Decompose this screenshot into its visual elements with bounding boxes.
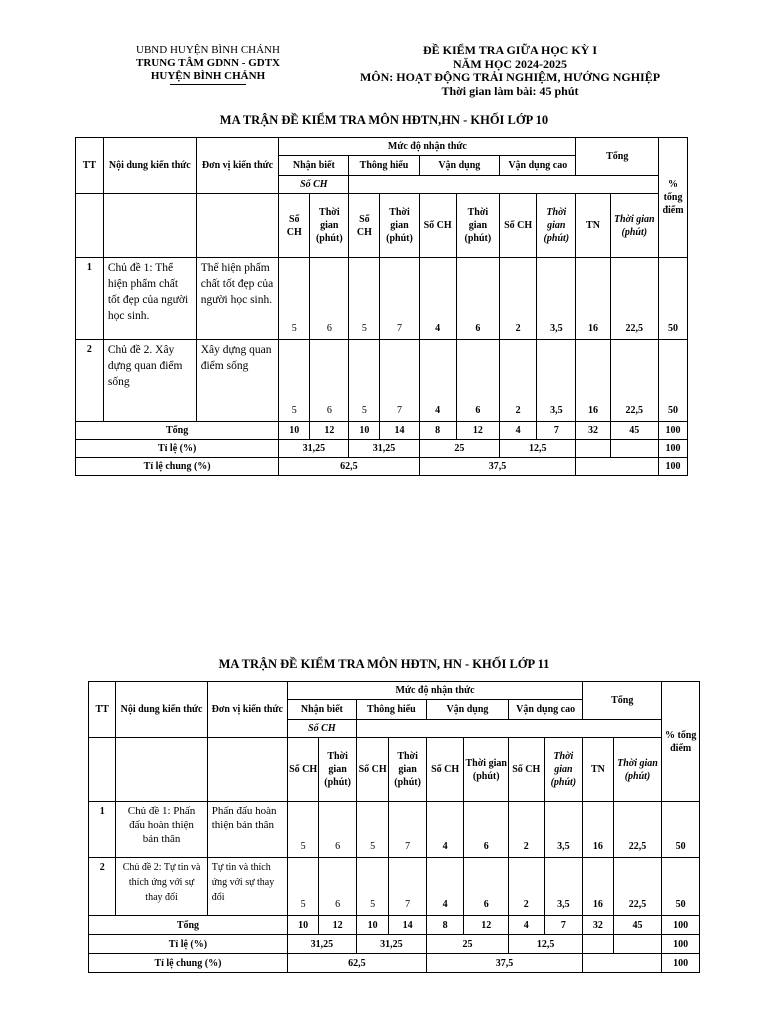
sub-time: Thời gian (phút) [456,194,499,258]
ratio-value: 31,25 [349,440,419,458]
sub-question-count: Số CH [419,194,456,258]
overall-ratio-label: Tỉ lệ chung (%) [76,458,279,476]
cell-value: 3,5 [544,858,583,916]
ratio-row [76,440,688,458]
col-header-content-spacer [103,194,196,258]
total-value: 45 [610,422,659,440]
total-value: 100 [662,916,700,935]
cell-value: 6 [456,340,499,422]
col-header-tt-spacer [76,194,104,258]
ratio-label: Tỉ lệ (%) [76,440,279,458]
total-value: 8 [419,422,456,440]
cell-value: 5 [287,802,318,858]
cell-value: 3,5 [537,340,576,422]
cell-value: 50 [659,340,688,422]
cell-value: 22,5 [613,802,662,858]
total-value: 12 [464,916,509,935]
col-header-score-percent: % tổng điểm [662,682,700,802]
table-row [89,858,700,916]
ratio-value: 100 [662,935,700,954]
cell-value: 7 [380,258,419,340]
level-apply-high: Vận dụng cao [500,156,576,176]
cell-value: 6 [319,858,357,916]
empty-cell [613,935,662,954]
row-content: Chủ đề 2. Xây dựng quan điểm sống [103,340,196,422]
cell-value: 5 [349,340,380,422]
center-name: TRUNG TÂM GDNN - GDTX [135,57,281,69]
cell-value: 50 [662,858,700,916]
total-value: 14 [389,916,427,935]
cell-value: 22,5 [610,258,659,340]
cell-value: 7 [389,802,427,858]
ratio-row [89,935,700,954]
row-content: Chủ đề 2: Tự tin và thích ứng với sự thay đổi [116,858,207,916]
total-value: 32 [576,422,610,440]
overall-ratio-label: Tỉ lệ chung (%) [89,954,288,973]
col-header-tt-spacer [89,738,116,802]
total-value: 12 [310,422,349,440]
level-understand: Thông hiểu [356,700,426,720]
cell-value: 2 [509,802,545,858]
total-value: 14 [380,422,419,440]
row-unit: Thể hiện phẩm chất tốt đẹp của người học sinh. [196,258,279,340]
table-row [76,258,688,340]
cell-value: 16 [583,802,613,858]
overall-ratio-value: 37,5 [426,954,582,973]
cell-value: 4 [426,802,464,858]
ratio-value: 25 [426,935,508,954]
cell-value: 5 [356,858,388,916]
table-row [89,802,700,858]
sub-total-time: Thời gian (phút) [610,194,659,258]
total-value: 7 [537,422,576,440]
level-apply: Vận dụng [419,156,499,176]
sub-time: Thời gian (phút) [544,738,583,802]
cell-value: 6 [456,258,499,340]
cell-value: 22,5 [613,858,662,916]
exam-title: ĐỀ KIỂM TRA GIỮA HỌC KỲ I [422,43,598,57]
cell-value: 7 [389,858,427,916]
cell-value: 2 [509,858,545,916]
sub-tn: TN [576,194,610,258]
center-district: HUYỆN BÌNH CHÁNH [150,70,266,82]
cell-value: 6 [319,802,357,858]
matrix-title-grade-11: MA TRẬN ĐỀ KIỂM TRA MÔN HĐTN, HN - KHỐI LỚP 11 [218,657,550,671]
ratio-value: 100 [659,440,688,458]
empty-cell [583,935,613,954]
exam-header [350,44,670,98]
exam-duration: Thời gian làm bài: 45 phút [441,83,579,98]
col-header-total: Tổng [583,682,662,720]
cell-value: 4 [426,858,464,916]
overall-ratio-value: 37,5 [419,458,576,476]
col-header-total: Tổng [576,138,659,176]
col-header-unit: Đơn vị kiến thức [207,682,287,738]
overall-ratio-value: 100 [659,458,688,476]
overall-ratio-value: 100 [662,954,700,973]
total-value: 8 [426,916,464,935]
col-header-unit-spacer [196,194,279,258]
level-recognize: Nhận biết [279,156,349,176]
matrix-table-grade-10 [75,137,688,476]
sub-question-count: Số CH [287,738,318,802]
sub-question-count: Số CH [356,738,388,802]
empty-cell [576,440,610,458]
cell-value: 50 [659,258,688,340]
cell-value: 5 [349,258,380,340]
empty-cell [576,458,659,476]
level-recognize: Nhận biết [287,700,356,720]
overall-ratio-value: 62,5 [279,458,419,476]
row-content: Chủ đề 1: Thể hiện phẩm chất tốt đẹp của người học sinh. [103,258,196,340]
row-content: Chủ đề 1: Phấn đấu hoàn thiện bản thân [116,802,207,858]
subject: MÔN: HOẠT ĐỘNG TRẢI NGHIỆM, HƯỚNG NGHIỆP [359,70,661,84]
totals-row [76,422,688,440]
overall-ratio-row [76,458,688,476]
col-header-score-percent: % tổng điểm [659,138,688,258]
sub-time: Thời gian (phút) [380,194,419,258]
cell-value: 5 [279,258,310,340]
ratio-value: 31,25 [279,440,349,458]
cell-value: 16 [576,258,610,340]
col-header-tt: TT [89,682,116,738]
col-header-unit-spacer [207,738,287,802]
sub-time: Thời gian (phút) [310,194,349,258]
total-value: 12 [319,916,357,935]
empty-cell [610,440,659,458]
totals-label: Tổng [89,916,288,935]
col-header-cognitive-level: Mức độ nhận thức [279,138,576,156]
ratio-value: 12,5 [509,935,583,954]
sub-time: Thời gian (phút) [319,738,357,802]
row-number: 2 [89,858,116,916]
total-value: 10 [356,916,388,935]
school-header [128,44,288,85]
row-unit: Phấn đấu hoàn thiện bản thân [207,802,287,858]
level-apply-high: Vận dụng cao [509,700,583,720]
total-question-count-header: Số CH [279,176,349,194]
matrix-title-grade-10: MA TRẬN ĐỀ KIỂM TRA MÔN HĐTN,HN - KHỐI LỚP 10 [219,113,549,127]
total-value: 10 [287,916,318,935]
sub-question-count: Số CH [349,194,380,258]
sub-question-count: Số CH [500,194,537,258]
totals-label: Tổng [76,422,279,440]
ratio-label: Tỉ lệ (%) [89,935,288,954]
col-header-unit: Đơn vị kiến thức [196,138,279,194]
cell-value: 2 [500,258,537,340]
cell-value: 6 [464,858,509,916]
cell-value: 4 [419,340,456,422]
cell-value: 6 [310,340,349,422]
total-value: 32 [583,916,613,935]
sub-time: Thời gian (phút) [464,738,509,802]
ratio-value: 31,25 [287,935,356,954]
cell-value: 6 [464,802,509,858]
cell-value: 50 [662,802,700,858]
total-value: 4 [509,916,545,935]
cell-value: 6 [310,258,349,340]
school-year: NĂM HỌC 2024-2025 [453,56,567,71]
col-header-tt: TT [76,138,104,194]
sub-total-time: Thời gian (phút) [613,738,662,802]
ratio-value: 25 [419,440,499,458]
empty-cell [583,954,662,973]
total-value: 4 [500,422,537,440]
row-number: 2 [76,340,104,422]
total-question-count-header: Số CH [287,720,356,738]
overall-ratio-row [89,954,700,973]
cell-value: 5 [356,802,388,858]
cell-value: 22,5 [610,340,659,422]
total-value: 100 [659,422,688,440]
ratio-value: 12,5 [500,440,576,458]
totals-row [89,916,700,935]
cell-value: 3,5 [544,802,583,858]
col-header-cognitive-level: Mức độ nhận thức [287,682,582,700]
sub-time: Thời gian (phút) [537,194,576,258]
sub-time: Thời gian (phút) [389,738,427,802]
total-value: 10 [349,422,380,440]
cell-value: 7 [380,340,419,422]
cell-value: 4 [419,258,456,340]
col-header-content: Nội dung kiến thức [116,682,207,738]
row-unit: Tự tin và thích ứng với sự thay đổi [207,858,287,916]
matrix-table-grade-11 [88,681,700,973]
sub-question-count: Số CH [279,194,310,258]
table-row [76,340,688,422]
col-header-content: Nội dung kiến thức [103,138,196,194]
level-understand: Thông hiểu [349,156,419,176]
district-name: UBND HUYỆN BÌNH CHÁNH [136,44,280,56]
col-header-content-spacer [116,738,207,802]
total-value: 10 [279,422,310,440]
ratio-value: 31,25 [356,935,426,954]
sub-tn: TN [583,738,613,802]
header-underline [170,84,246,85]
total-value: 12 [456,422,499,440]
cell-value: 3,5 [537,258,576,340]
cell-value: 5 [287,858,318,916]
level-apply: Vận dụng [426,700,508,720]
total-value: 45 [613,916,662,935]
cell-value: 2 [500,340,537,422]
overall-ratio-value: 62,5 [287,954,426,973]
sub-question-count: Số CH [509,738,545,802]
cell-value: 5 [279,340,310,422]
row-number: 1 [76,258,104,340]
total-value: 7 [544,916,583,935]
row-number: 1 [89,802,116,858]
row-unit: Xây dựng quan điểm sống [196,340,279,422]
sub-question-count: Số CH [426,738,464,802]
cell-value: 16 [583,858,613,916]
cell-value: 16 [576,340,610,422]
